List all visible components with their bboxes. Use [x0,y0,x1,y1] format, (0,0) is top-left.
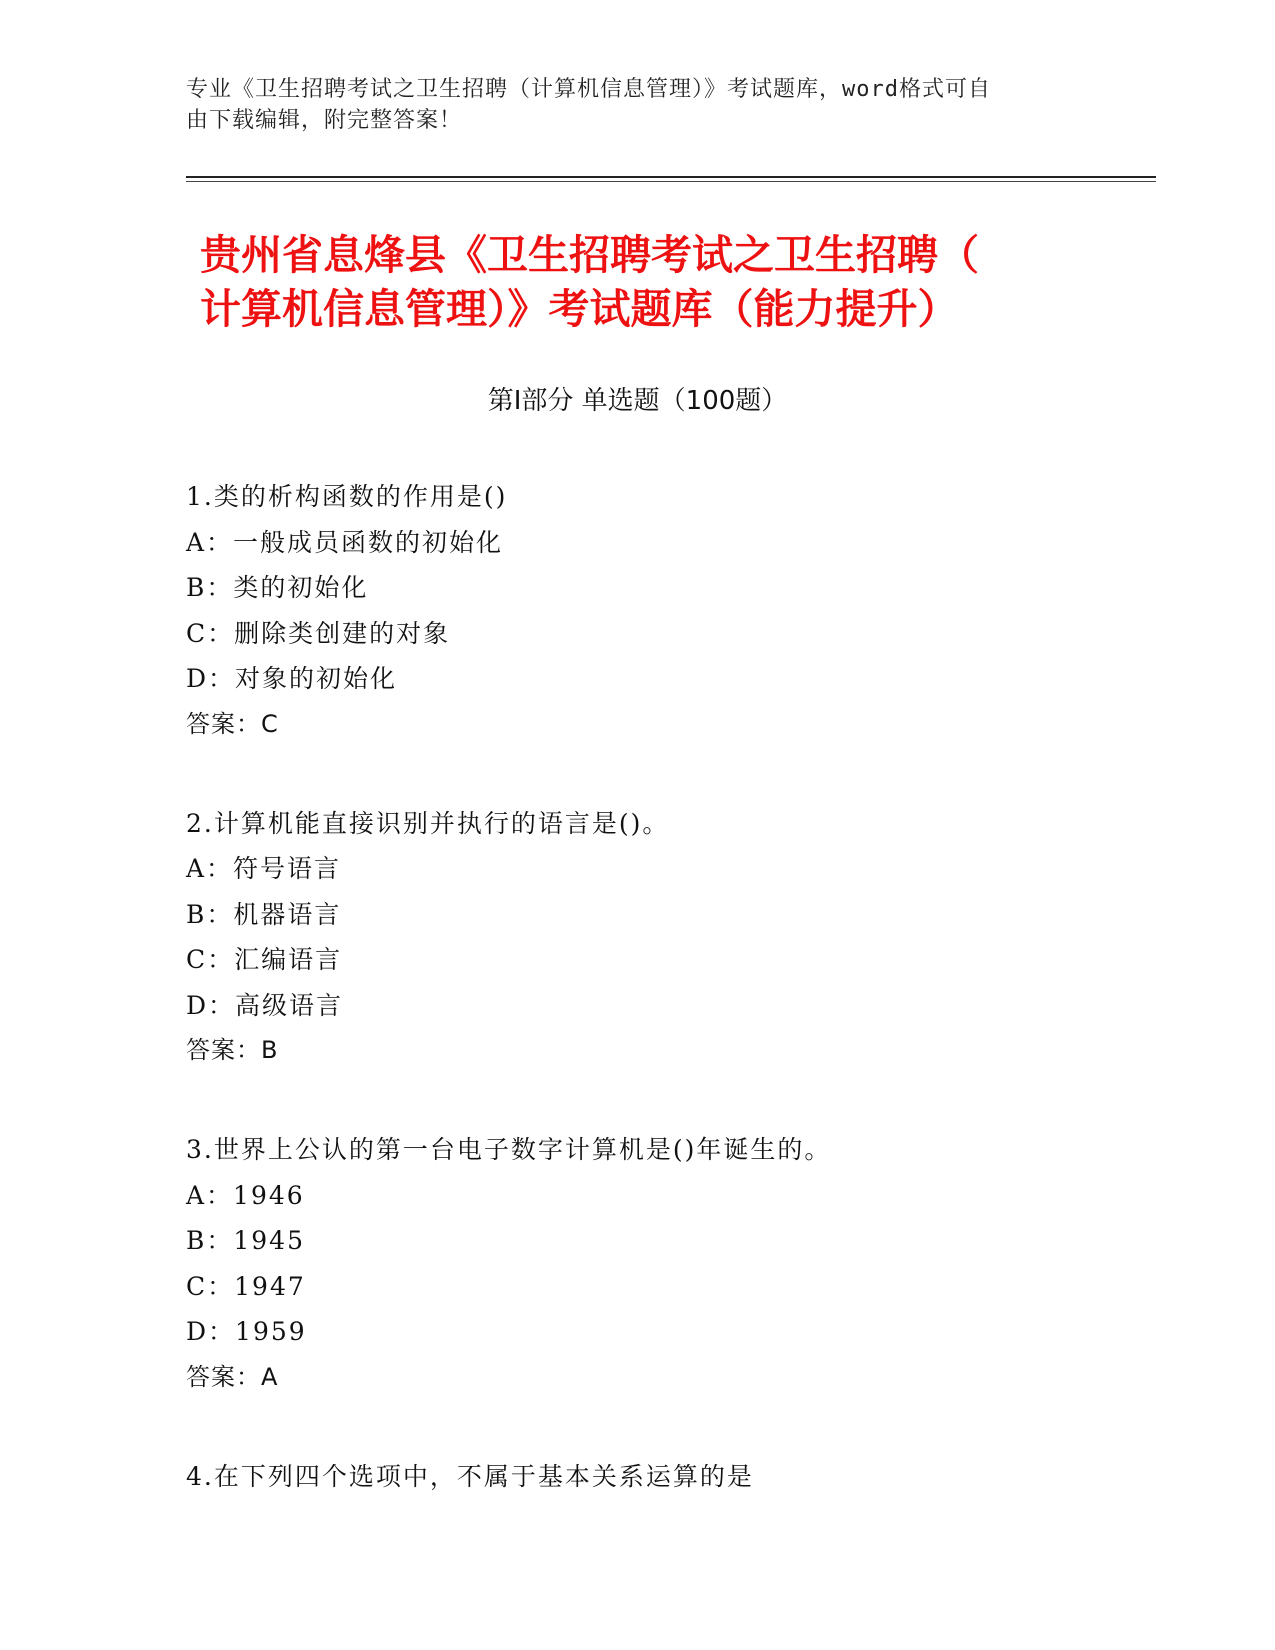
question-stem: 4.在下列四个选项中，不属于基本关系运算的是 [186,1461,754,1491]
header-rule-thin [186,181,1156,182]
option-a: A：符号语言 [186,854,342,883]
header-note [186,74,1066,136]
option-c: C：删除类创建的对象 [186,618,451,648]
answer-line: 答案：B [186,1036,279,1064]
question-4 [186,1454,1146,1500]
header-rule-thick [186,176,1156,178]
answer-line: 答案：C [186,709,279,738]
question-1 [186,474,1146,747]
option-a: A：一般成员函数的初始化 [186,527,504,557]
question-stem: 2.计算机能直接识别并执行的语言是()。 [186,808,670,838]
option-c: C：汇编语言 [186,945,343,974]
header-note-line-1: 专业《卫生招聘考试之卫生招聘（计算机信息管理）》考试题库，word格式可自 [186,77,991,102]
option-d: D：对象的初始化 [186,664,398,693]
header-note-line-2: 由下载编辑，附完整答案！ [186,108,463,133]
option-b: B：机器语言 [186,899,342,929]
option-b: B：类的初始化 [186,573,369,602]
question-2 [186,801,1146,1074]
document-title-line-1: 贵州省息烽县《卫生招聘考试之卫生招聘（ [200,231,979,279]
answer-line: 答案：A [186,1362,279,1391]
question-stem: 1.类的析构函数的作用是() [186,482,508,511]
option-d: D：1959 [186,1317,307,1346]
option-a: A：1946 [186,1180,305,1210]
document-title [200,228,1100,336]
option-b: B：1945 [186,1226,305,1255]
option-c: C：1947 [186,1271,306,1301]
question-list [186,474,1146,1553]
document-title-line-2: 计算机信息管理）》考试题库（能力提升） [200,285,959,333]
section-heading: 第Ⅰ部分 单选题（100题） [487,386,788,416]
question-stem: 3.世界上公认的第一台电子数字计算机是()年诞生的。 [186,1135,832,1164]
question-3 [186,1127,1146,1400]
option-d: D：高级语言 [186,990,344,1020]
